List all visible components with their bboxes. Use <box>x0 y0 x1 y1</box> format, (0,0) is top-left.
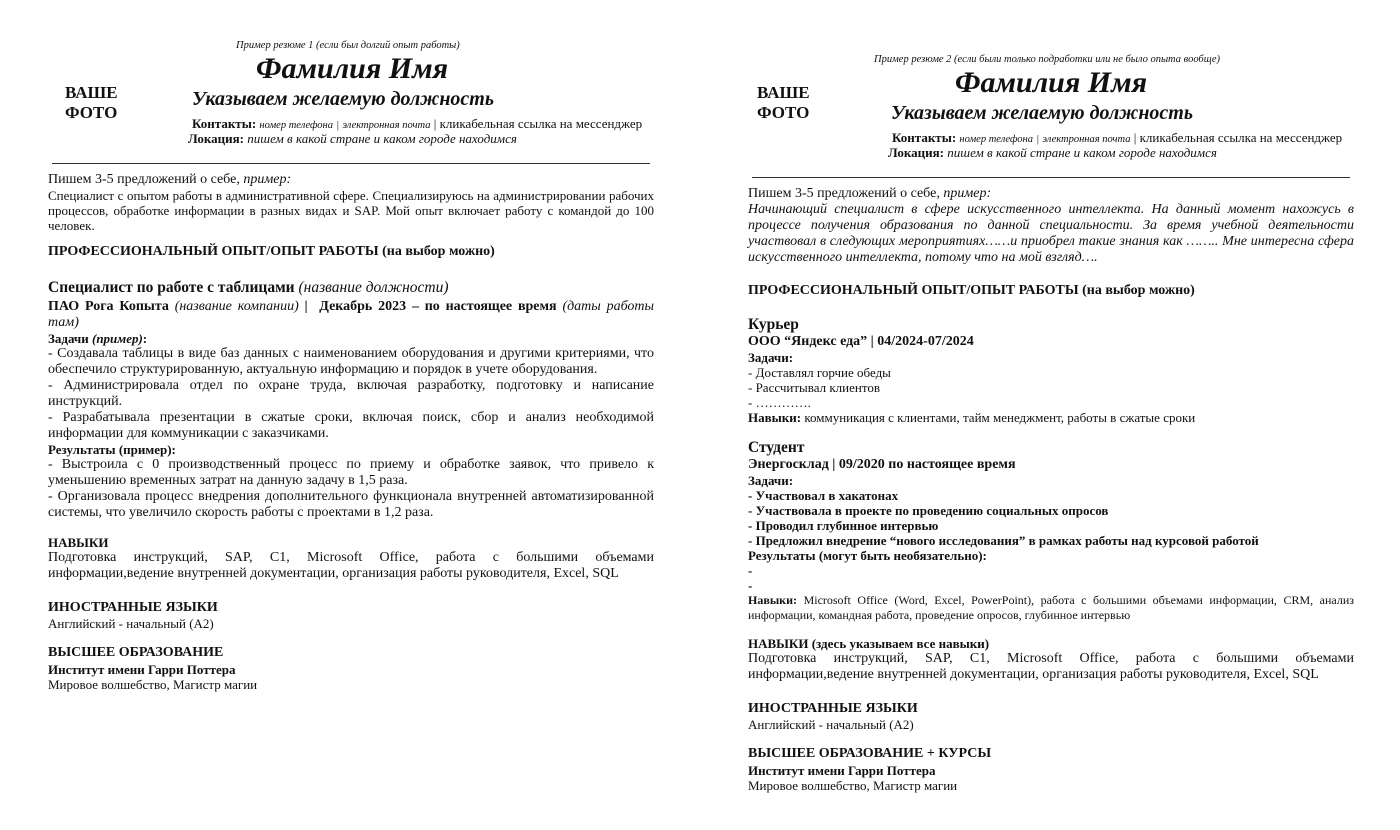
resume-caption: Пример резюме 1 (если был долгий опыт работы) <box>236 40 460 51</box>
task-item: - Предложил внедрение “нового исследования” в рамках работы над курсовой работой <box>748 533 1259 548</box>
task-item: - Рассчитывал клиентов <box>748 380 880 395</box>
task-item: - Участвовала в проекте по проведению социальных опросов <box>748 503 1109 518</box>
contacts-line: Контакты: номер телефона | электронная почта | кликабельная ссылка на мессенджер <box>892 130 1343 145</box>
results-label: Результаты (пример): <box>48 442 176 457</box>
location-line: Локация: пишем в какой стране и каком городе находимся <box>888 145 1217 160</box>
tasks-label: Задачи: <box>748 473 794 488</box>
skills-text: Подготовка инструкций, SAP, C1, Microsoft Office, работа с большими объемами информации,ведение внутренней документации, организация работы руководителя, Excel, SQL <box>48 550 654 581</box>
about-text: Специалист с опытом работы в административной сфере. Специализируюсь на администрировании рабочих процессов, обработке информации в разных видах и SAP. Мой опыт включает работу с командой до 100 человек. <box>48 188 654 233</box>
languages-heading: ИНОСТРАННЫЕ ЯЗЫКИ <box>48 600 218 615</box>
location-line: Локация: пишем в какой стране и каком городе находимся <box>188 131 517 146</box>
company-line: Энергосклад | 09/2020 по настоящее время <box>748 457 1016 472</box>
task-item: - Разрабатывала презентации в сжатые сроки, включая поиск, сбор и анализ необходимой информации для коммуникации с заказчиками. <box>48 410 654 441</box>
photo-placeholder: ВАШЕ ФОТО <box>65 83 118 122</box>
tasks-label: Задачи: <box>748 350 794 365</box>
tasks-label: Задачи (пример): <box>48 331 148 346</box>
languages-text: Английский - начальный (A2) <box>48 616 214 631</box>
education-heading: ВЫСШЕЕ ОБРАЗОВАНИЕ + КУРСЫ <box>748 746 992 761</box>
skills-text: Подготовка инструкций, SAP, C1, Microsoft Office, работа с большими объемами информации,ведение внутренней документации, организация работы руководителя, Excel, SQL <box>748 651 1354 682</box>
task-item: - …………. <box>748 395 811 410</box>
job-title: Курьер <box>748 316 799 333</box>
skills-heading: НАВЫКИ (здесь указываем все навыки) <box>748 636 990 651</box>
resume-caption: Пример резюме 2 (если были только подработки или не было опыта вообще) <box>874 54 1221 65</box>
experience-heading: ПРОФЕССИОНАЛЬНЫЙ ОПЫТ/ОПЫТ РАБОТЫ (на выбор можно) <box>48 244 495 259</box>
desired-position: Указываем желаемую должность <box>192 88 495 110</box>
about-heading: Пишем 3-5 предложений о себе, пример: <box>48 172 292 187</box>
company-line: ООО “Яндекс еда” | 04/2024-07/2024 <box>748 334 974 349</box>
resume-body <box>48 172 654 692</box>
education-degree: Мировое волшебство, Магистр магии <box>48 677 258 692</box>
languages-text: Английский - начальный (A2) <box>748 717 914 732</box>
task-item: - Доставлял горчие обеды <box>748 365 891 380</box>
result-item: - Организовала процесс внедрения дополнительного функционала внутренней автоматизированной системы, что увеличило скорость работы с проектами в 1,2 раза. <box>48 489 654 520</box>
candidate-name: Фамилия Имя <box>256 52 449 85</box>
result-item: - Выстроила с 0 производственный процесс по приему и обработке заявок, что привело к уменьшению временных затрат на данную задачу в 1,5 раза. <box>48 457 654 488</box>
resume-body <box>748 186 1354 793</box>
candidate-name: Фамилия Имя <box>955 66 1148 99</box>
job-title: Студент <box>748 439 805 456</box>
desired-position: Указываем желаемую должность <box>891 102 1194 124</box>
education-institute: Институт имени Гарри Поттера <box>48 662 236 677</box>
education-degree: Мировое волшебство, Магистр магии <box>748 778 958 793</box>
result-item: - <box>748 563 753 578</box>
company-line: ПАО Рога Копыта (название компании) | Декабрь 2023 – по настоящее время (даты работы там) <box>48 299 655 330</box>
task-item: - Участвовал в хакатонах <box>748 488 899 503</box>
task-item: - Создавала таблицы в виде баз данных с наименованием оборудования и другими критериями, что обеспечило структурированную, актуальную информацию и порядок в учете оборудования. <box>48 346 654 377</box>
languages-heading: ИНОСТРАННЫЕ ЯЗЫКИ <box>748 701 918 716</box>
photo-placeholder: ВАШЕ ФОТО <box>757 83 810 122</box>
about-text: Начинающий специалист в сфере искусственного интеллекта. На данный момент нахожусь в процессе получения образования по данной специальности. За время учебной деятельности участвовал в следующих мероприятиях……и приобрел такие знания как …….. Мне интересна сфера искусственного интеллекта, потому что на мой взгляд…. <box>748 202 1354 265</box>
divider <box>52 163 650 164</box>
education-institute: Институт имени Гарри Поттера <box>748 763 936 778</box>
job-skills: Навыки: коммуникация с клиентами, тайм менеджмент, работы в сжатые сроки <box>748 410 1196 425</box>
job-title: Специалист по работе с таблицами (название должности) <box>48 279 449 296</box>
job-skills: Навыки: Microsoft Office (Word, Excel, PowerPoint), работа с большими объемами информации, CRM, анализ информации, командная работа, проведение опросов, глубинное интервью <box>748 593 1355 622</box>
task-item: - Проводил глубинное интервью <box>748 518 939 533</box>
divider <box>752 177 1350 178</box>
experience-heading: ПРОФЕССИОНАЛЬНЫЙ ОПЫТ/ОПЫТ РАБОТЫ (на выбор можно) <box>748 283 1195 298</box>
result-item: - <box>748 578 753 593</box>
results-label: Результаты (могут быть необязательно): <box>748 548 987 563</box>
skills-heading: НАВЫКИ <box>48 535 109 550</box>
about-heading: Пишем 3-5 предложений о себе, пример: <box>748 186 992 201</box>
contacts-line: Контакты: номер телефона | электронная почта | кликабельная ссылка на мессенджер <box>192 116 643 131</box>
task-item: - Администрировала отдел по охране труда, включая разработку, подготовку и написание инструкций. <box>48 378 654 409</box>
education-heading: ВЫСШЕЕ ОБРАЗОВАНИЕ <box>48 645 224 660</box>
